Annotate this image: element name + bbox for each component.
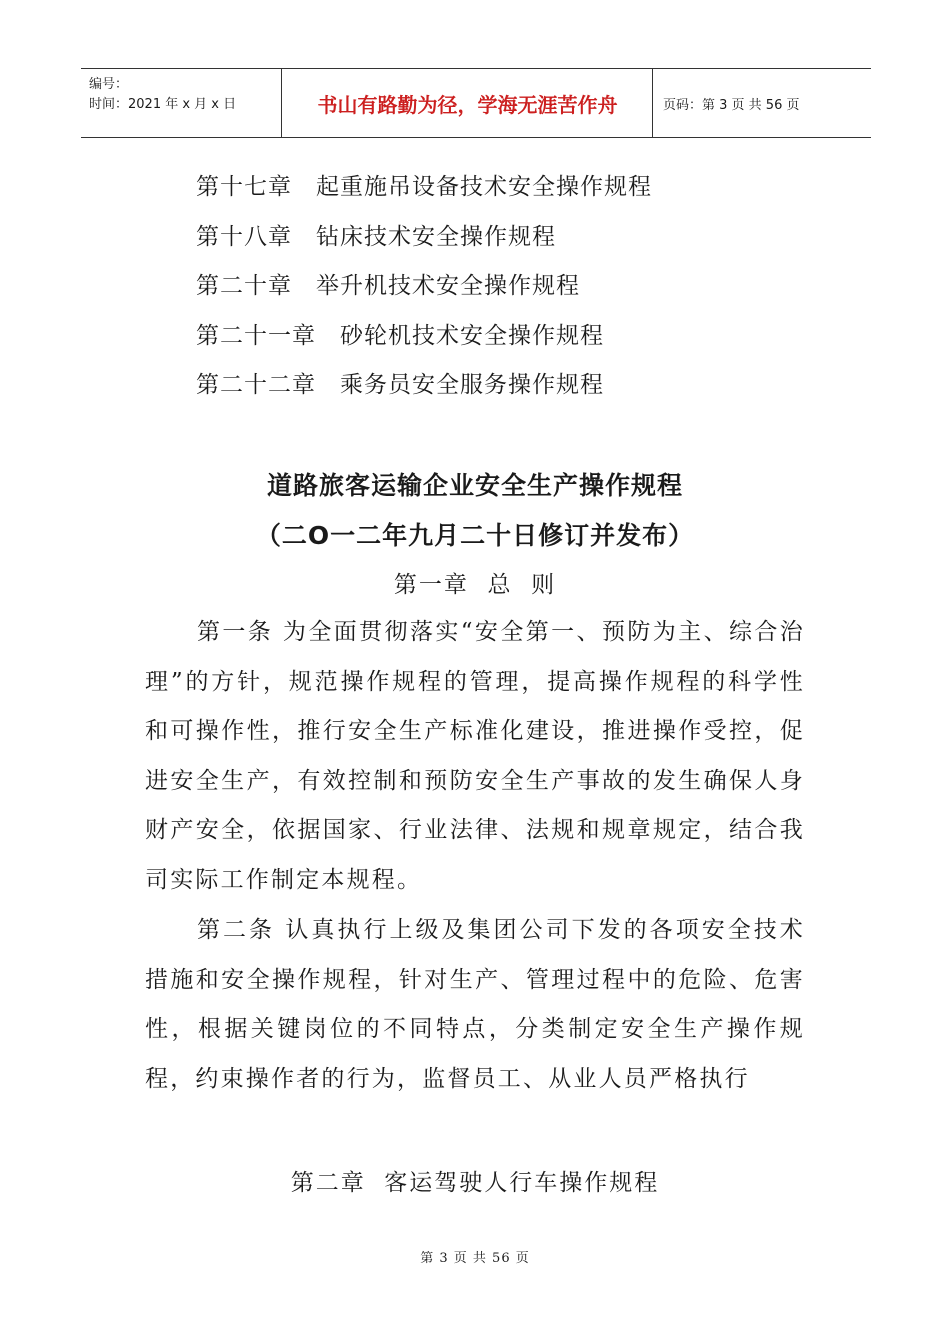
header-page-info: 页码：第 3 页 共 56 页	[663, 97, 800, 113]
toc-item: 第十八章 钻床技术安全操作规程	[196, 224, 556, 250]
article-2: 第二条 认真执行上级及集团公司下发的各项安全技术措施和安全操作规程，针对生产、管理过程中的危险、危害性，根据关键岗位的不同特点，分类制定安全生产操作规程，约束操作者的行为，监督员工、从业人员严格执行	[145, 917, 805, 1092]
document-title: 道路旅客运输企业安全生产操作规程	[266, 471, 683, 500]
header-table	[81, 68, 871, 138]
page-footer: 第 3 页 共 56 页	[420, 1251, 530, 1266]
doc-number-label: 编号：	[89, 77, 129, 92]
chapter-heading: 第二章 客运驾驶人行车操作规程	[290, 1170, 660, 1196]
doc-time-label: 时间：2021 年 x 月 x 日	[89, 97, 237, 112]
chapter-heading: 第一章 总 则	[393, 572, 557, 598]
header-motto-cell	[283, 69, 653, 137]
article-1: 第一条 为全面贯彻落实“安全第一、预防为主、综合治理”的方针，规范操作规程的管理，提高操作规程的科学性和可操作性，推行安全生产标准化建设，推进操作受控，促进安全生产，有效控制和预防安全生产事故的发生确保人身财产安全，依据国家、行业法律、法规和规章规定，结合我司实际工作制定本规程。	[145, 619, 805, 893]
toc-item: 第二十一章 砂轮机技术安全操作规程	[196, 323, 604, 349]
toc-item: 第二十章 举升机技术安全操作规程	[196, 273, 580, 299]
document-subtitle: （二O一二年九月二十日修订并发布）	[255, 521, 695, 550]
header-meta-cell	[81, 69, 282, 137]
toc-item: 第二十二章 乘务员安全服务操作规程	[196, 372, 604, 398]
toc-item: 第十七章 起重施吊设备技术安全操作规程	[196, 174, 652, 200]
motto-text: 书山有路勤为径，学海无涯苦作舟	[317, 92, 618, 117]
